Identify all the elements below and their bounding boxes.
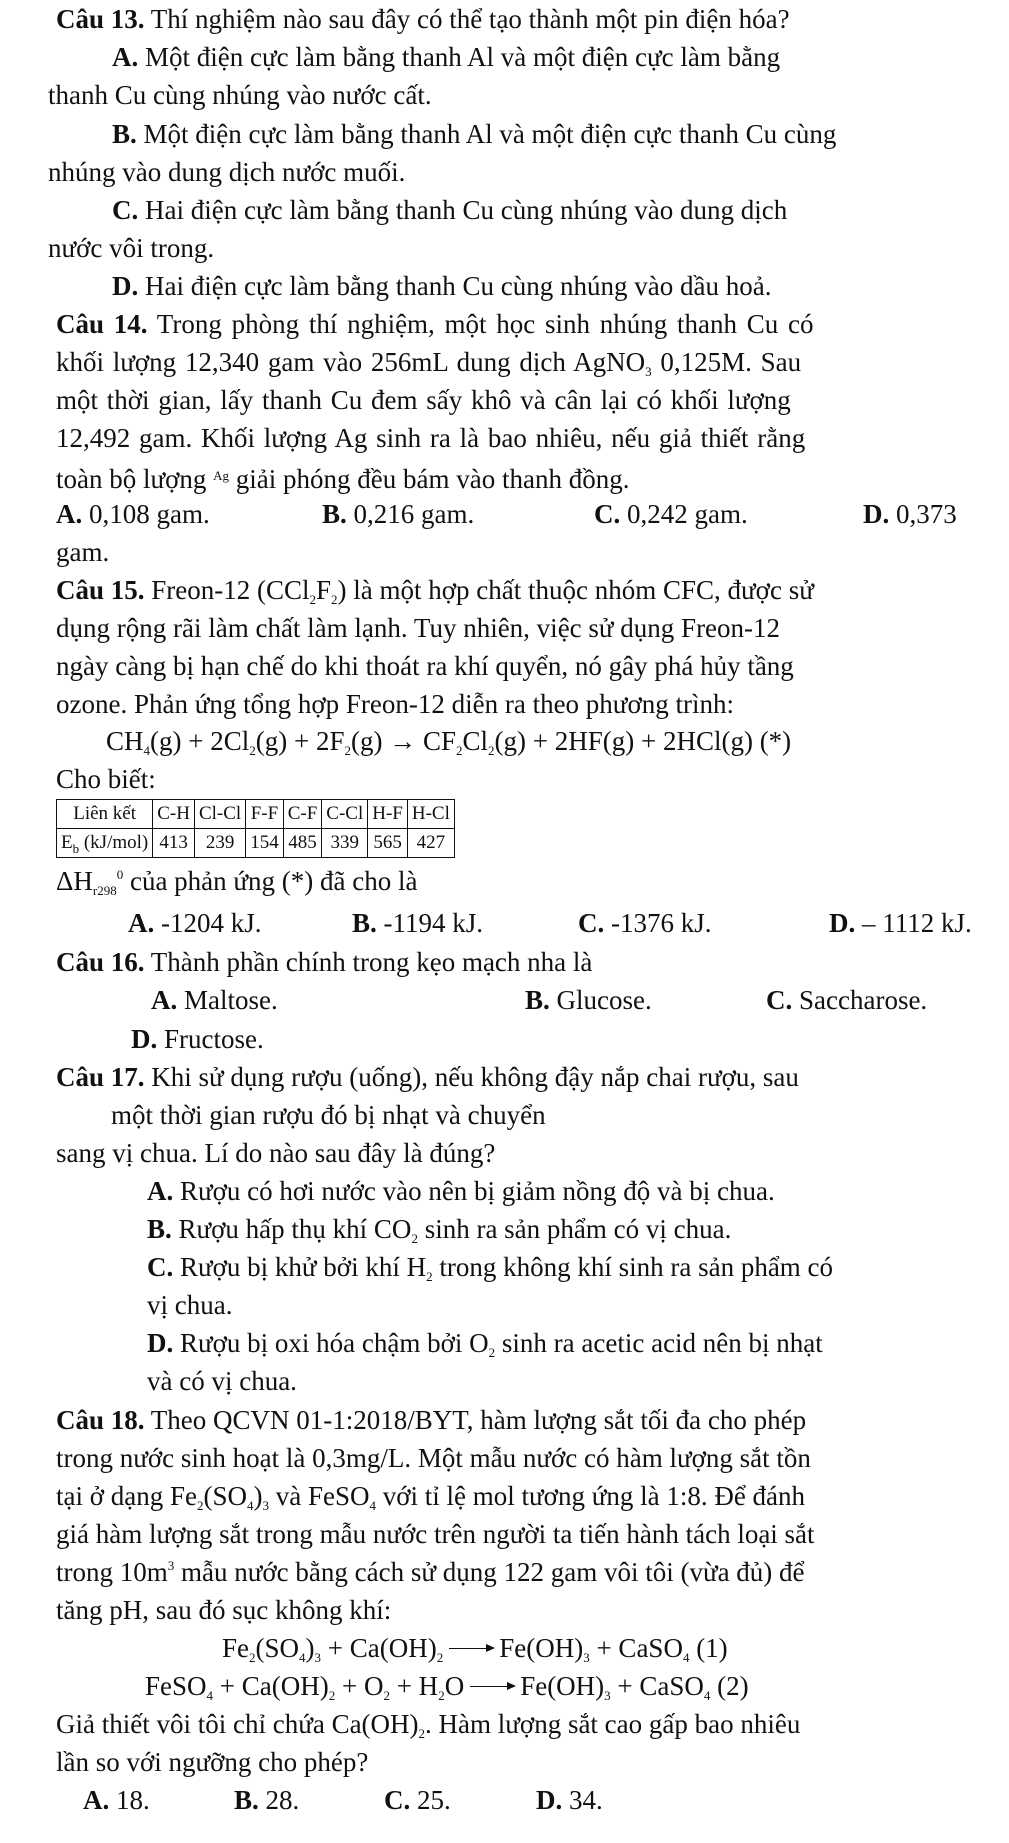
q13-option-a: A. Một điện cực làm bằng thanh Al và một điện cực làm bằng (112, 42, 781, 72)
q14-line-5: toàn bộ lượng $^{Ag}$ giải phóng đều bám vào thanh đồng. (56, 464, 630, 494)
q18-stem: Câu 18. Theo QCVN 01-1:2018/BYT, hàm lượng sắt tối đa cho phép (56, 1405, 807, 1435)
q14-option-a: A. 0,108 gam. (56, 499, 210, 529)
q14-option-d: D. 0,373 (863, 499, 957, 529)
q18-number: Câu 18. (56, 1405, 145, 1435)
q16-option-b: B. Glucose. (525, 985, 652, 1015)
q15-number: Câu 15. (56, 575, 145, 605)
q13-option-b: B. Một điện cực làm bằng thanh Al và một điện cực thanh Cu cùng (112, 119, 837, 149)
q16-number: Câu 16. (56, 947, 145, 977)
q15-stem: Câu 15. Freon-12 $(CCl_2F_2)$ là một hợp chất thuộc nhóm CFC, được sử (56, 575, 814, 607)
bond-cell: Cl-Cl (194, 800, 245, 829)
q14-option-c: C. 0,242 gam. (594, 499, 748, 529)
q15-option-c: C. -1376 kJ. (578, 908, 712, 938)
q13-stem: Câu 13. Thí nghiệm nào sau đây có thể tạo thành một pin điện hóa? (56, 4, 790, 34)
bond-cell: H-F (368, 800, 408, 829)
q14-line-4: 12,492 gam. Khối lượng Ag sinh ra là bao nhiêu, nếu giả thiết rằng (56, 423, 806, 453)
energy-cell: 239 (194, 829, 245, 858)
bond-header-cell: Liên kết (57, 800, 153, 829)
energy-cell: 565 (368, 829, 408, 858)
q16-option-a: A. Maltose. (151, 985, 278, 1015)
q17-stem: Câu 17. Khi sử dụng rượu (uống), nếu không đậy nắp chai rượu, sau (56, 1062, 799, 1092)
q15-line-4: ozone. Phản ứng tổng hợp Freon-12 diễn ra theo phương trình: (56, 689, 734, 719)
bond-cell: C-F (283, 800, 322, 829)
q14-line-3: một thời gian, lấy thanh Cu đem sấy khô và cân lại có khối lượng (56, 385, 791, 415)
q17-option-c: C. Rượu bị khử bởi khí $H_2$ trong không khí sinh ra sản phẩm có (147, 1252, 834, 1284)
energy-cell: 339 (322, 829, 368, 858)
q16-stem: Câu 16. Thành phần chính trong kẹo mạch nha là (56, 947, 593, 977)
energy-cell: 413 (153, 829, 195, 858)
energy-cell: 485 (283, 829, 322, 858)
q15-line-2: dụng rộng rãi làm chất làm lạnh. Tuy nhiên, việc sử dụng Freon-12 (56, 613, 781, 643)
q14-stem: Câu 14. Trong phòng thí nghiệm, một học sinh nhúng thanh Cu có (56, 309, 814, 339)
bond-row (57, 800, 455, 829)
q15-line-3: ngày càng bị hạn chế do khi thoát ra khí quyển, nó gây phá hủy tầng (56, 651, 794, 681)
q17-option-a: A. Rượu có hơi nước vào nên bị giảm nồng độ và bị chua. (147, 1176, 775, 1206)
q18-line-2: trong nước sinh hoạt là 0,3mg/L. Một mẫu nước có hàm lượng sắt tồn (56, 1443, 811, 1473)
q17-number: Câu 17. (56, 1062, 145, 1092)
q18-line-6: tăng pH, sau đó sục không khí: (56, 1595, 392, 1625)
energy-cell: 154 (246, 829, 284, 858)
q17-option-d: D. Rượu bị oxi hóa chậm bởi $O_2$ sinh ra acetic acid nên bị nhạt (147, 1328, 823, 1360)
q17-option-b: B. Rượu hấp thụ khí $CO_2$ sinh ra sản phẩm có vị chua. (147, 1214, 732, 1246)
q18-option-d: D. 34. (536, 1785, 603, 1815)
q18-line-8: lần so với ngưỡng cho phép? (56, 1747, 369, 1777)
q18-line-5: trong $10m^3$ mẫu nước bằng cách sử dụng 122 gam vôi tôi (vừa đủ) để (56, 1557, 805, 1587)
q13-option-b-cont: nhúng vào dung dịch nước muối. (48, 157, 406, 187)
bond-energy-table (56, 799, 455, 858)
q18-line-4: giá hàm lượng sắt trong mẫu nước trên người ta tiến hành tách loại sắt (56, 1519, 815, 1549)
q18-line-3: tại ở dạng $Fe_2(SO_4)_3$ và FeSO$_4$ với tỉ lệ mol tương ứng là 1:8. Để đánh (56, 1481, 806, 1513)
q15-option-d: D. – 1112 kJ. (829, 908, 972, 938)
bond-cell: H-Cl (407, 800, 454, 829)
q13-option-c-cont: nước vôi trong. (48, 233, 215, 263)
q17-option-c-cont: vị chua. (147, 1290, 233, 1320)
q13-number: Câu 13. (56, 4, 145, 34)
reaction-arrow-icon (449, 1648, 493, 1649)
energy-row (57, 829, 455, 858)
reaction-arrow-icon (470, 1686, 514, 1687)
q13-option-c: C. Hai điện cực làm bằng thanh Cu cùng nhúng vào dung dịch (112, 195, 788, 225)
q17-line-3: sang vị chua. Lí do nào sau đây là đúng? (56, 1138, 496, 1168)
energy-header-cell: $E_b$ (kJ/mol) (57, 829, 153, 858)
q14-number: Câu 14. (56, 309, 148, 339)
q15-equation: $CH_4(g) + 2Cl_2(g) + 2F_2(g) \to CF_2Cl_2(g) + 2HF(g) + 2HCl(g)$ (*) (106, 726, 792, 758)
bond-cell: C-Cl (322, 800, 368, 829)
q18-option-b: B. 28. (234, 1785, 300, 1815)
bond-cell: F-F (246, 800, 284, 829)
q16-option-d: D. Fructose. (131, 1024, 264, 1054)
q14-line-2: khối lượng 12,340 gam vào 256mL dung dịch AgNO$_3$ 0,125M. Sau (56, 347, 802, 379)
q15-enthalpy-line: $\Delta H_{r298}^0$ của phản ứng (*) đã cho là (56, 866, 418, 898)
q18-option-a: A. 18. (83, 1785, 150, 1815)
energy-cell: 427 (407, 829, 454, 858)
q16-option-c: C. Saccharose. (766, 985, 928, 1015)
q17-line-2: một thời gian rượu đó bị nhạt và chuyển (111, 1100, 546, 1130)
q13-option-a-cont: thanh Cu cùng nhúng vào nước cất. (48, 80, 432, 110)
q14-option-d-cont: gam. (56, 537, 110, 567)
q15-option-a: A. -1204 kJ. (128, 908, 262, 938)
q13-option-d: D. Hai điện cực làm bằng thanh Cu cùng nhúng vào dầu hoả. (112, 271, 772, 301)
q17-option-d-cont: và có vị chua. (147, 1366, 297, 1396)
q18-option-c: C. 25. (384, 1785, 451, 1815)
q18-line-7: Giả thiết vôi tôi chỉ chứa $Ca(OH)_2$. Hàm lượng sắt cao gấp bao nhiêu (56, 1709, 801, 1741)
q18-reaction-2: FeSO$_4$ + $Ca(OH)_2 + O_2 + H_2O$ $Fe(OH)_3$ + CaSO$_4$ (2) (145, 1671, 749, 1703)
q15-option-b: B. -1194 kJ. (352, 908, 484, 938)
q14-option-b: B. 0,216 gam. (322, 499, 475, 529)
bond-cell: C-H (153, 800, 195, 829)
q18-reaction-1: $Fe_2(SO_4)_3 + Ca(OH)_2$ $Fe(OH)_3$ + CaSO$_4$ (1) (222, 1633, 728, 1665)
q15-given-label: Cho biết: (56, 764, 156, 794)
